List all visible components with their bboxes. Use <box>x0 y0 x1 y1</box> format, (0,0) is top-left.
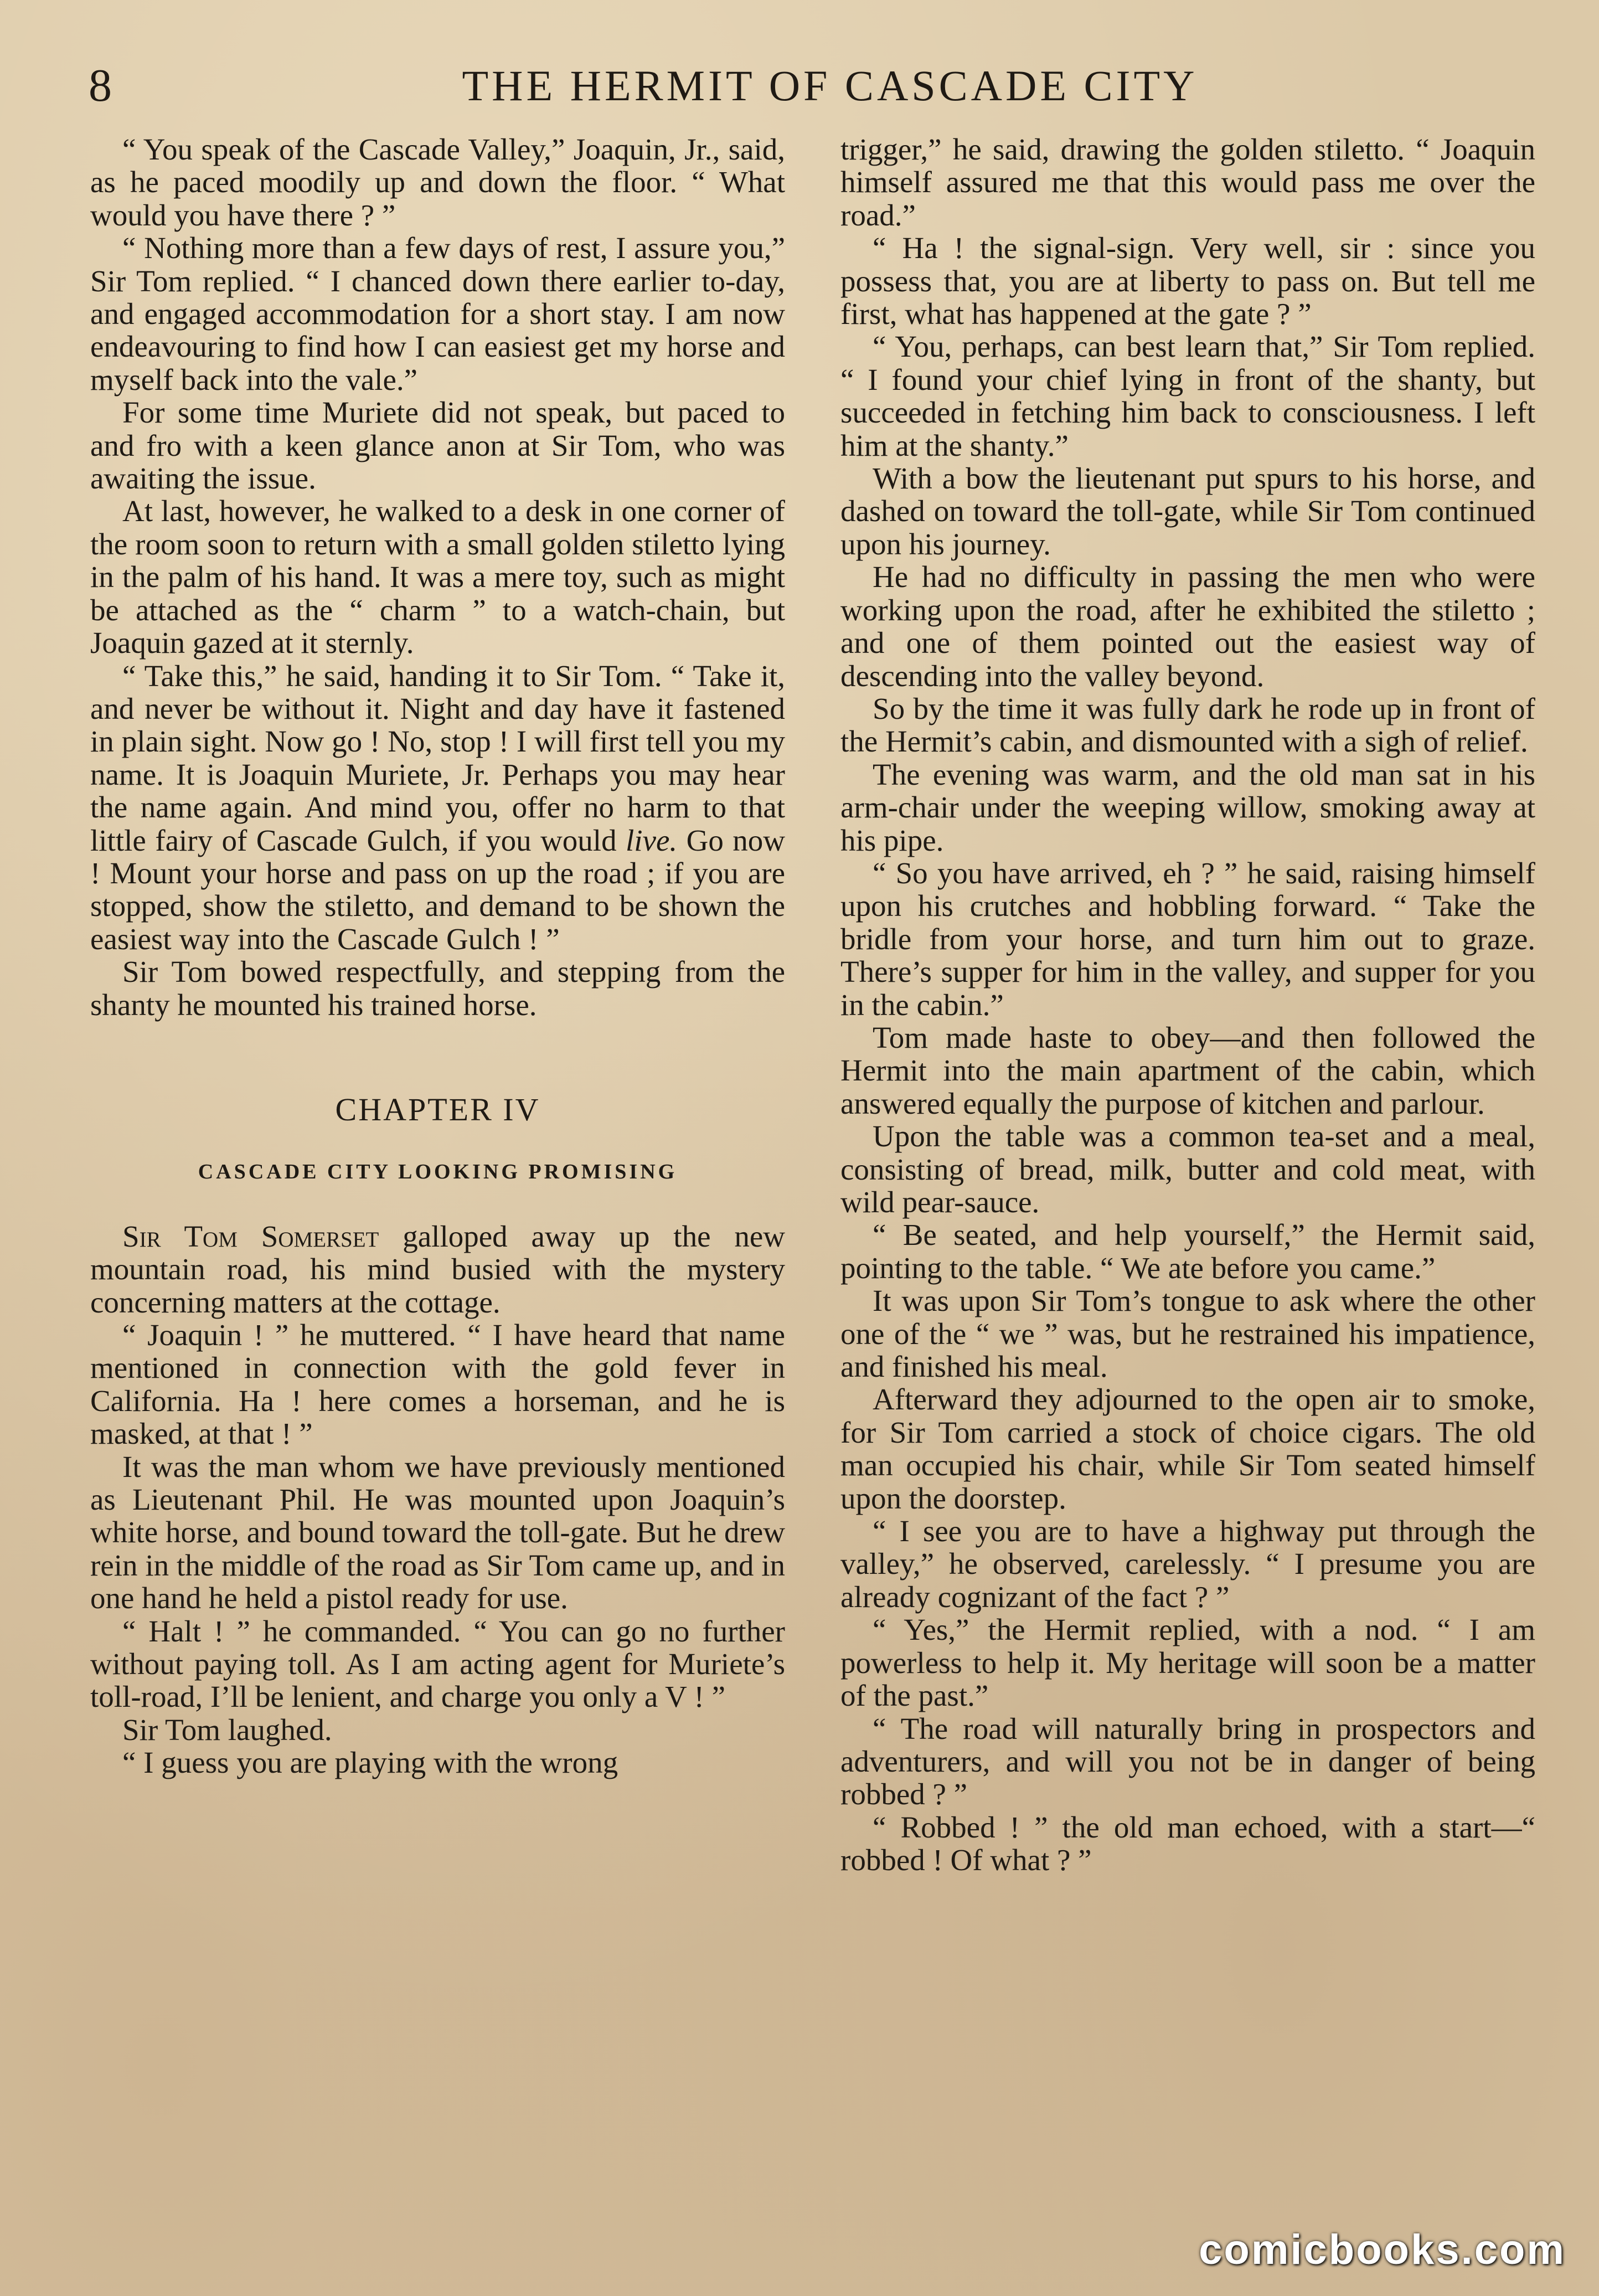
paragraph: “ Be seated, and help yourself,” the Hermit said, pointing to the table. “ We ate before you came.” <box>840 1218 1535 1285</box>
paragraph: So by the time it was fully dark he rode up in front of the Hermit’s cabin, and dismounted with a sigh of relief. <box>840 691 1535 759</box>
paragraph: “ I guess you are playing with the wrong <box>122 1746 618 1780</box>
paragraph: Tom made haste to obey—and then followed the Hermit into the main apartment of the cabin, which answered equally the purpose of kitchen and parlour. <box>840 1020 1535 1120</box>
paragraph: Afterward they adjourned to the open air to smoke, for Sir Tom carried a stock of choice cigars. The old man occupied his chair, while Sir Tom seated himself upon the doorstep. <box>840 1382 1535 1515</box>
paragraph: “ I see you are to have a highway put through the valley,” he observed, carelessly. “ I presume you are already cognizant of the fact ? ” <box>840 1514 1535 1614</box>
paragraph <box>90 1220 785 1319</box>
paragraph: “ Halt ! ” he commanded. “ You can go no further without paying toll. As I am acting agent for Muriete’s toll-road, I’ll be lenient, and charge you only a V ! ” <box>90 1614 785 1714</box>
paragraph: “ You speak of the Cascade Valley,” Joaquin, Jr., said, as he paced moodily up and down the floor. “ What would you have there ? ” <box>90 132 785 232</box>
paragraph-text: Go now ! Mount your horse and pass on up the road ; if you are stopped, show the stiletto, and demand to be shown the easiest way into the Cascade Gulch ! ” <box>90 823 785 956</box>
paragraph: Upon the table was a common tea-set and a meal, consisting of bread, milk, butter and cold meat, with wild pear-sauce. <box>840 1119 1535 1219</box>
page-number: 8 <box>89 60 112 111</box>
paragraph: “ So you have arrived, eh ? ” he said, raising himself upon his crutches and hobbling forward. “ Take the bridle from your horse, and turn him out to graze. There’s supper for him in the valley, and supper for you in the cabin.” <box>840 856 1535 1022</box>
paragraph-text: galloped away up the new mountain road, his mind busied with the mystery concerning matters at the cottage. <box>90 1219 785 1319</box>
paragraph-text: “ Take this,” he said, handing it to Sir Tom. “ Take it, and never be without it. Night and day have it fastened in plain sight. Now go ! No, stop ! I will first tell you my name. It is Joaquin Muriete, Jr. Perhaps you may hear the name again. And mind you, offer no harm to that little fairy of Cascade Gulch, if you would <box>90 658 785 857</box>
paragraph: At last, however, he walked to a desk in one corner of the room soon to return with a small golden stiletto lying in the palm of his hand. It was a mere toy, such as might be attached as the “ charm ” to a watch-chain, but Joaquin gazed at it sternly. <box>90 494 785 660</box>
paragraph: “ The road will naturally bring in prospectors and adventurers, and will you not be in danger of being robbed ? ” <box>840 1711 1535 1811</box>
paragraph: Sir Tom laughed. <box>122 1712 332 1747</box>
watermark: comicbooks.com <box>1199 2226 1566 2273</box>
paragraph: Sir Tom bowed respectfully, and stepping from the shanty he mounted his trained horse. <box>90 955 785 1022</box>
italic-word: live. <box>626 823 678 857</box>
paragraph: “ Robbed ! ” the old man echoed, with a start—“ robbed ! Of what ? ” <box>840 1810 1535 1877</box>
left-column <box>90 133 785 1779</box>
name-smallcaps: Sir Tom Somerset <box>122 1219 379 1253</box>
paragraph: “ Yes,” the Hermit replied, with a nod. “ I am powerless to help it. My heritage will soon be a matter of the past.” <box>840 1613 1535 1713</box>
running-title: THE HERMIT OF CASCADE CITY <box>462 61 1198 110</box>
chapter-subtitle: CASCADE CITY LOOKING PROMISING <box>198 1160 678 1184</box>
paragraph: “ Joaquin ! ” he muttered. “ I have heard that name mentioned in connection with the gold fever in California. Ha ! here comes a horseman, and he is masked, at that ! ” <box>90 1318 785 1451</box>
paragraph: “ You, perhaps, can best learn that,” Sir Tom replied. “ I found your chief lying in front of the shanty, but succeeded in fetching him back to consciousness. I left him at the shanty.” <box>840 330 1535 462</box>
paragraph: It was upon Sir Tom’s tongue to ask where the other one of the “ we ” was, but he restrained his impatience, and finished his meal. <box>840 1284 1535 1384</box>
paragraph: “ Ha ! the signal-sign. Very well, sir : since you possess that, you are at liberty to pass on. But tell me first, what has happened at the gate ? ” <box>840 231 1535 331</box>
paragraph <box>90 660 785 956</box>
right-column <box>840 133 1535 1877</box>
paragraph: “ Nothing more than a few days of rest, I assure you,” Sir Tom replied. “ I chanced down there earlier to-day, and engaged accommodation for a short stay. I am now endeavouring to find how I can easiest get my horse and myself back into the vale.” <box>90 231 785 397</box>
paragraph: trigger,” he said, drawing the golden stiletto. “ Joaquin himself assured me that this would pass me over the road.” <box>840 132 1535 232</box>
paragraph: For some time Muriete did not speak, but paced to and fro with a keen glance anon at Sir Tom, who was awaiting the issue. <box>90 395 785 496</box>
paragraph: With a bow the lieutenant put spurs to his horse, and dashed on toward the toll-gate, while Sir Tom continued upon his journey. <box>840 461 1535 561</box>
chapter-heading: CHAPTER IV <box>335 1091 540 1128</box>
paragraph: The evening was warm, and the old man sat in his arm-chair under the weeping willow, smoking away at his pipe. <box>840 757 1535 857</box>
paragraph: It was the man whom we have previously mentioned as Lieutenant Phil. He was mounted upon Joaquin’s white horse, and bound toward the toll-gate. But he drew rein in the middle of the road as Sir Tom came up, and in one hand he held a pistol ready for use. <box>90 1449 785 1615</box>
page-header <box>89 50 1538 122</box>
paragraph: He had no difficulty in passing the men who were working upon the road, after he exhibited the stiletto ; and one of them pointed out the easiest way of descending into the valley beyond. <box>840 560 1535 693</box>
